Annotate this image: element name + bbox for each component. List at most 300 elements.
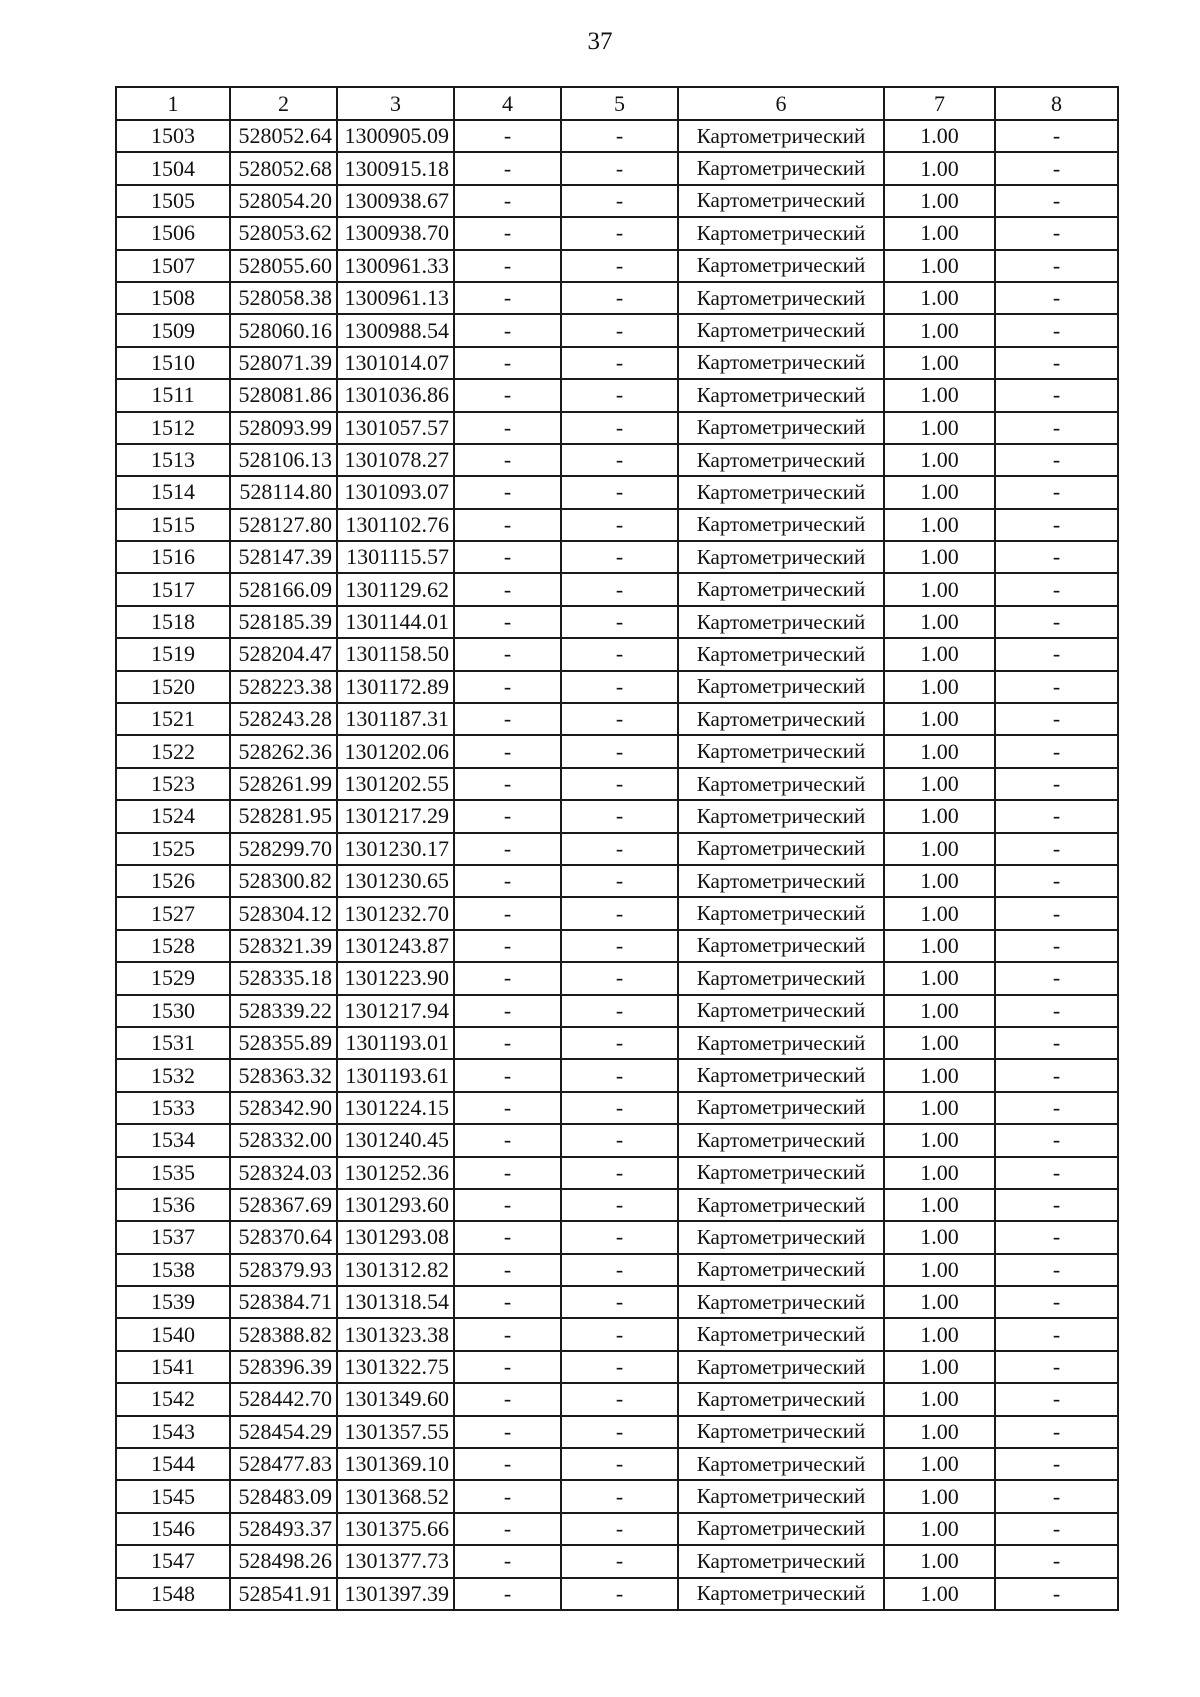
x-coordinate-cell: 528367.69 (230, 1189, 337, 1221)
column-5-cell: - (561, 379, 678, 411)
column-5-cell: - (561, 152, 678, 184)
column-8-cell: - (995, 1189, 1118, 1221)
x-coordinate-cell: 528127.80 (230, 509, 337, 541)
x-coordinate-cell: 528324.03 (230, 1157, 337, 1189)
column-4-cell: - (454, 1221, 561, 1253)
x-coordinate-cell: 528204.47 (230, 638, 337, 670)
column-8-cell: - (995, 1059, 1118, 1091)
column-5-cell: - (561, 476, 678, 508)
column-8-cell: - (995, 865, 1118, 897)
column-header: 6 (678, 87, 884, 120)
column-4-cell: - (454, 152, 561, 184)
x-coordinate-cell: 528081.86 (230, 379, 337, 411)
y-coordinate-cell: 1301318.54 (337, 1286, 454, 1318)
accuracy-cell: 1.00 (884, 930, 995, 962)
method-cell: Картометрический (678, 476, 884, 508)
column-8-cell: - (995, 671, 1118, 703)
point-number-cell: 1524 (116, 800, 230, 832)
point-number-cell: 1539 (116, 1286, 230, 1318)
accuracy-cell: 1.00 (884, 1578, 995, 1610)
column-8-cell: - (995, 800, 1118, 832)
x-coordinate-cell: 528052.68 (230, 152, 337, 184)
y-coordinate-cell: 1301240.45 (337, 1124, 454, 1156)
accuracy-cell: 1.00 (884, 606, 995, 638)
point-number-cell: 1534 (116, 1124, 230, 1156)
point-number-cell: 1541 (116, 1351, 230, 1383)
column-8-cell: - (995, 1027, 1118, 1059)
y-coordinate-cell: 1301115.57 (337, 541, 454, 573)
column-5-cell: - (561, 185, 678, 217)
method-cell: Картометрический (678, 1416, 884, 1448)
method-cell: Картометрический (678, 509, 884, 541)
method-cell: Картометрический (678, 412, 884, 444)
column-4-cell: - (454, 995, 561, 1027)
y-coordinate-cell: 1301223.90 (337, 962, 454, 994)
column-4-cell: - (454, 1189, 561, 1221)
column-5-cell: - (561, 671, 678, 703)
method-cell: Картометрический (678, 347, 884, 379)
accuracy-cell: 1.00 (884, 1513, 995, 1545)
column-8-cell: - (995, 995, 1118, 1027)
column-8-cell: - (995, 1416, 1118, 1448)
column-4-cell: - (454, 1545, 561, 1577)
column-4-cell: - (454, 606, 561, 638)
column-4-cell: - (454, 1383, 561, 1415)
accuracy-cell: 1.00 (884, 1027, 995, 1059)
point-number-cell: 1533 (116, 1092, 230, 1124)
column-8-cell: - (995, 1157, 1118, 1189)
y-coordinate-cell: 1301293.60 (337, 1189, 454, 1221)
point-number-cell: 1535 (116, 1157, 230, 1189)
point-number-cell: 1518 (116, 606, 230, 638)
column-header: 3 (337, 87, 454, 120)
x-coordinate-cell: 528261.99 (230, 768, 337, 800)
column-5-cell: - (561, 995, 678, 1027)
method-cell: Картометрический (678, 1578, 884, 1610)
x-coordinate-cell: 528300.82 (230, 865, 337, 897)
x-coordinate-cell: 528370.64 (230, 1221, 337, 1253)
y-coordinate-cell: 1301187.31 (337, 703, 454, 735)
column-8-cell: - (995, 1351, 1118, 1383)
x-coordinate-cell: 528055.60 (230, 250, 337, 282)
column-8-cell: - (995, 1124, 1118, 1156)
method-cell: Картометрический (678, 1351, 884, 1383)
column-8-cell: - (995, 897, 1118, 929)
point-number-cell: 1525 (116, 833, 230, 865)
y-coordinate-cell: 1300938.70 (337, 217, 454, 249)
column-5-cell: - (561, 638, 678, 670)
accuracy-cell: 1.00 (884, 1189, 995, 1221)
table-row (116, 1351, 1118, 1383)
x-coordinate-cell: 528335.18 (230, 962, 337, 994)
x-coordinate-cell: 528262.36 (230, 735, 337, 767)
column-4-cell: - (454, 930, 561, 962)
column-5-cell: - (561, 897, 678, 929)
y-coordinate-cell: 1301093.07 (337, 476, 454, 508)
column-4-cell: - (454, 1351, 561, 1383)
table-row (116, 1383, 1118, 1415)
method-cell: Картометрический (678, 1027, 884, 1059)
x-coordinate-cell: 528477.83 (230, 1448, 337, 1480)
y-coordinate-cell: 1301230.65 (337, 865, 454, 897)
y-coordinate-cell: 1301202.55 (337, 768, 454, 800)
column-8-cell: - (995, 314, 1118, 346)
column-4-cell: - (454, 1318, 561, 1350)
method-cell: Картометрический (678, 1254, 884, 1286)
table-row (116, 833, 1118, 865)
point-number-cell: 1532 (116, 1059, 230, 1091)
method-cell: Картометрический (678, 282, 884, 314)
accuracy-cell: 1.00 (884, 444, 995, 476)
column-5-cell: - (561, 1092, 678, 1124)
y-coordinate-cell: 1300988.54 (337, 314, 454, 346)
y-coordinate-cell: 1301293.08 (337, 1221, 454, 1253)
column-5-cell: - (561, 282, 678, 314)
point-number-cell: 1509 (116, 314, 230, 346)
y-coordinate-cell: 1301224.15 (337, 1092, 454, 1124)
page-number: 37 (587, 28, 613, 55)
method-cell: Картометрический (678, 833, 884, 865)
method-cell: Картометрический (678, 1189, 884, 1221)
table-row (116, 476, 1118, 508)
table-row (116, 347, 1118, 379)
column-8-cell: - (995, 703, 1118, 735)
x-coordinate-cell: 528454.29 (230, 1416, 337, 1448)
column-4-cell: - (454, 185, 561, 217)
column-5-cell: - (561, 444, 678, 476)
column-8-cell: - (995, 379, 1118, 411)
column-5-cell: - (561, 768, 678, 800)
table-row (116, 1124, 1118, 1156)
x-coordinate-cell: 528332.00 (230, 1124, 337, 1156)
method-cell: Картометрический (678, 1092, 884, 1124)
column-8-cell: - (995, 735, 1118, 767)
x-coordinate-cell: 528541.91 (230, 1578, 337, 1610)
table-row (116, 1545, 1118, 1577)
method-cell: Картометрический (678, 703, 884, 735)
column-4-cell: - (454, 1157, 561, 1189)
y-coordinate-cell: 1301144.01 (337, 606, 454, 638)
accuracy-cell: 1.00 (884, 962, 995, 994)
accuracy-cell: 1.00 (884, 1416, 995, 1448)
method-cell: Картометрический (678, 606, 884, 638)
column-8-cell: - (995, 412, 1118, 444)
y-coordinate-cell: 1301193.01 (337, 1027, 454, 1059)
point-number-cell: 1548 (116, 1578, 230, 1610)
column-8-cell: - (995, 347, 1118, 379)
x-coordinate-cell: 528384.71 (230, 1286, 337, 1318)
method-cell: Картометрический (678, 1059, 884, 1091)
column-4-cell: - (454, 800, 561, 832)
y-coordinate-cell: 1301102.76 (337, 509, 454, 541)
column-5-cell: - (561, 1448, 678, 1480)
column-8-cell: - (995, 833, 1118, 865)
accuracy-cell: 1.00 (884, 833, 995, 865)
method-cell: Картометрический (678, 541, 884, 573)
accuracy-cell: 1.00 (884, 1545, 995, 1577)
point-number-cell: 1516 (116, 541, 230, 573)
column-8-cell: - (995, 509, 1118, 541)
column-header: 8 (995, 87, 1118, 120)
point-number-cell: 1514 (116, 476, 230, 508)
column-8-cell: - (995, 1318, 1118, 1350)
point-number-cell: 1546 (116, 1513, 230, 1545)
method-cell: Картометрический (678, 638, 884, 670)
column-8-cell: - (995, 930, 1118, 962)
column-8-cell: - (995, 1092, 1118, 1124)
table-row (116, 735, 1118, 767)
table-row (116, 1318, 1118, 1350)
y-coordinate-cell: 1301375.66 (337, 1513, 454, 1545)
method-cell: Картометрический (678, 1448, 884, 1480)
y-coordinate-cell: 1301217.94 (337, 995, 454, 1027)
x-coordinate-cell: 528243.28 (230, 703, 337, 735)
x-coordinate-cell: 528321.39 (230, 930, 337, 962)
accuracy-cell: 1.00 (884, 185, 995, 217)
accuracy-cell: 1.00 (884, 282, 995, 314)
accuracy-cell: 1.00 (884, 217, 995, 249)
column-5-cell: - (561, 1027, 678, 1059)
x-coordinate-cell: 528058.38 (230, 282, 337, 314)
method-cell: Картометрический (678, 930, 884, 962)
column-4-cell: - (454, 1480, 561, 1512)
x-coordinate-cell: 528106.13 (230, 444, 337, 476)
column-8-cell: - (995, 217, 1118, 249)
y-coordinate-cell: 1301158.50 (337, 638, 454, 670)
column-4-cell: - (454, 865, 561, 897)
table-row (116, 897, 1118, 929)
table-row (116, 1059, 1118, 1091)
method-cell: Картометрический (678, 1545, 884, 1577)
column-5-cell: - (561, 1157, 678, 1189)
column-5-cell: - (561, 1416, 678, 1448)
point-number-cell: 1507 (116, 250, 230, 282)
method-cell: Картометрический (678, 800, 884, 832)
y-coordinate-cell: 1301312.82 (337, 1254, 454, 1286)
x-coordinate-cell: 528363.32 (230, 1059, 337, 1091)
table-row (116, 444, 1118, 476)
point-number-cell: 1537 (116, 1221, 230, 1253)
point-number-cell: 1529 (116, 962, 230, 994)
y-coordinate-cell: 1301230.17 (337, 833, 454, 865)
accuracy-cell: 1.00 (884, 314, 995, 346)
column-4-cell: - (454, 1124, 561, 1156)
method-cell: Картометрический (678, 962, 884, 994)
column-5-cell: - (561, 1254, 678, 1286)
column-8-cell: - (995, 1383, 1118, 1415)
method-cell: Картометрический (678, 671, 884, 703)
table-row (116, 541, 1118, 573)
point-number-cell: 1540 (116, 1318, 230, 1350)
coordinates-table (115, 86, 1119, 1611)
method-cell: Картометрический (678, 1383, 884, 1415)
table-row (116, 995, 1118, 1027)
column-4-cell: - (454, 1448, 561, 1480)
y-coordinate-cell: 1301129.62 (337, 573, 454, 605)
accuracy-cell: 1.00 (884, 379, 995, 411)
point-number-cell: 1526 (116, 865, 230, 897)
method-cell: Картометрический (678, 1513, 884, 1545)
y-coordinate-cell: 1301397.39 (337, 1578, 454, 1610)
column-4-cell: - (454, 962, 561, 994)
accuracy-cell: 1.00 (884, 1318, 995, 1350)
column-4-cell: - (454, 412, 561, 444)
column-8-cell: - (995, 282, 1118, 314)
y-coordinate-cell: 1301172.89 (337, 671, 454, 703)
table-row (116, 638, 1118, 670)
column-5-cell: - (561, 509, 678, 541)
table-row (116, 217, 1118, 249)
x-coordinate-cell: 528054.20 (230, 185, 337, 217)
column-4-cell: - (454, 1286, 561, 1318)
x-coordinate-cell: 528299.70 (230, 833, 337, 865)
column-4-cell: - (454, 671, 561, 703)
column-5-cell: - (561, 120, 678, 152)
table-row (116, 930, 1118, 962)
column-4-cell: - (454, 1254, 561, 1286)
column-4-cell: - (454, 768, 561, 800)
accuracy-cell: 1.00 (884, 120, 995, 152)
accuracy-cell: 1.00 (884, 735, 995, 767)
x-coordinate-cell: 528339.22 (230, 995, 337, 1027)
point-number-cell: 1522 (116, 735, 230, 767)
point-number-cell: 1547 (116, 1545, 230, 1577)
accuracy-cell: 1.00 (884, 865, 995, 897)
x-coordinate-cell: 528166.09 (230, 573, 337, 605)
column-4-cell: - (454, 1578, 561, 1610)
column-4-cell: - (454, 1092, 561, 1124)
column-8-cell: - (995, 541, 1118, 573)
column-8-cell: - (995, 606, 1118, 638)
column-5-cell: - (561, 1221, 678, 1253)
column-5-cell: - (561, 1124, 678, 1156)
y-coordinate-cell: 1301357.55 (337, 1416, 454, 1448)
x-coordinate-cell: 528185.39 (230, 606, 337, 638)
point-number-cell: 1520 (116, 671, 230, 703)
accuracy-cell: 1.00 (884, 412, 995, 444)
column-5-cell: - (561, 1286, 678, 1318)
x-coordinate-cell: 528052.64 (230, 120, 337, 152)
point-number-cell: 1506 (116, 217, 230, 249)
point-number-cell: 1510 (116, 347, 230, 379)
column-4-cell: - (454, 638, 561, 670)
table-header-row (116, 87, 1118, 120)
table-row (116, 185, 1118, 217)
y-coordinate-cell: 1301036.86 (337, 379, 454, 411)
method-cell: Картометрический (678, 152, 884, 184)
accuracy-cell: 1.00 (884, 152, 995, 184)
accuracy-cell: 1.00 (884, 1286, 995, 1318)
table-row (116, 671, 1118, 703)
column-4-cell: - (454, 1027, 561, 1059)
column-header: 5 (561, 87, 678, 120)
method-cell: Картометрический (678, 1221, 884, 1253)
x-coordinate-cell: 528342.90 (230, 1092, 337, 1124)
accuracy-cell: 1.00 (884, 1254, 995, 1286)
y-coordinate-cell: 1301057.57 (337, 412, 454, 444)
table-row (116, 379, 1118, 411)
column-5-cell: - (561, 1513, 678, 1545)
x-coordinate-cell: 528053.62 (230, 217, 337, 249)
x-coordinate-cell: 528114.80 (230, 476, 337, 508)
column-5-cell: - (561, 703, 678, 735)
column-8-cell: - (995, 1448, 1118, 1480)
accuracy-cell: 1.00 (884, 671, 995, 703)
point-number-cell: 1538 (116, 1254, 230, 1286)
x-coordinate-cell: 528442.70 (230, 1383, 337, 1415)
column-5-cell: - (561, 217, 678, 249)
column-5-cell: - (561, 962, 678, 994)
method-cell: Картометрический (678, 314, 884, 346)
table-row (116, 1221, 1118, 1253)
column-5-cell: - (561, 1189, 678, 1221)
column-4-cell: - (454, 541, 561, 573)
x-coordinate-cell: 528304.12 (230, 897, 337, 929)
method-cell: Картометрический (678, 1286, 884, 1318)
column-5-cell: - (561, 833, 678, 865)
column-8-cell: - (995, 1254, 1118, 1286)
column-header: 1 (116, 87, 230, 120)
column-8-cell: - (995, 1221, 1118, 1253)
column-4-cell: - (454, 476, 561, 508)
x-coordinate-cell: 528498.26 (230, 1545, 337, 1577)
table-row (116, 1092, 1118, 1124)
x-coordinate-cell: 528396.39 (230, 1351, 337, 1383)
table-row (116, 152, 1118, 184)
column-8-cell: - (995, 152, 1118, 184)
table-row (116, 800, 1118, 832)
table-row (116, 1448, 1118, 1480)
point-number-cell: 1531 (116, 1027, 230, 1059)
y-coordinate-cell: 1301243.87 (337, 930, 454, 962)
column-header: 2 (230, 87, 337, 120)
table-row (116, 1027, 1118, 1059)
table-row (116, 573, 1118, 605)
column-4-cell: - (454, 833, 561, 865)
x-coordinate-cell: 528379.93 (230, 1254, 337, 1286)
column-5-cell: - (561, 1383, 678, 1415)
method-cell: Картометрический (678, 379, 884, 411)
accuracy-cell: 1.00 (884, 1480, 995, 1512)
accuracy-cell: 1.00 (884, 476, 995, 508)
method-cell: Картометрический (678, 768, 884, 800)
column-4-cell: - (454, 1416, 561, 1448)
accuracy-cell: 1.00 (884, 1351, 995, 1383)
column-4-cell: - (454, 573, 561, 605)
column-5-cell: - (561, 930, 678, 962)
column-4-cell: - (454, 347, 561, 379)
y-coordinate-cell: 1301014.07 (337, 347, 454, 379)
column-8-cell: - (995, 962, 1118, 994)
column-4-cell: - (454, 250, 561, 282)
column-4-cell: - (454, 314, 561, 346)
point-number-cell: 1523 (116, 768, 230, 800)
column-4-cell: - (454, 735, 561, 767)
accuracy-cell: 1.00 (884, 573, 995, 605)
column-8-cell: - (995, 476, 1118, 508)
accuracy-cell: 1.00 (884, 1059, 995, 1091)
column-5-cell: - (561, 865, 678, 897)
point-number-cell: 1517 (116, 573, 230, 605)
column-5-cell: - (561, 800, 678, 832)
column-5-cell: - (561, 1578, 678, 1610)
point-number-cell: 1515 (116, 509, 230, 541)
accuracy-cell: 1.00 (884, 1157, 995, 1189)
point-number-cell: 1519 (116, 638, 230, 670)
point-number-cell: 1504 (116, 152, 230, 184)
column-8-cell: - (995, 185, 1118, 217)
point-number-cell: 1530 (116, 995, 230, 1027)
